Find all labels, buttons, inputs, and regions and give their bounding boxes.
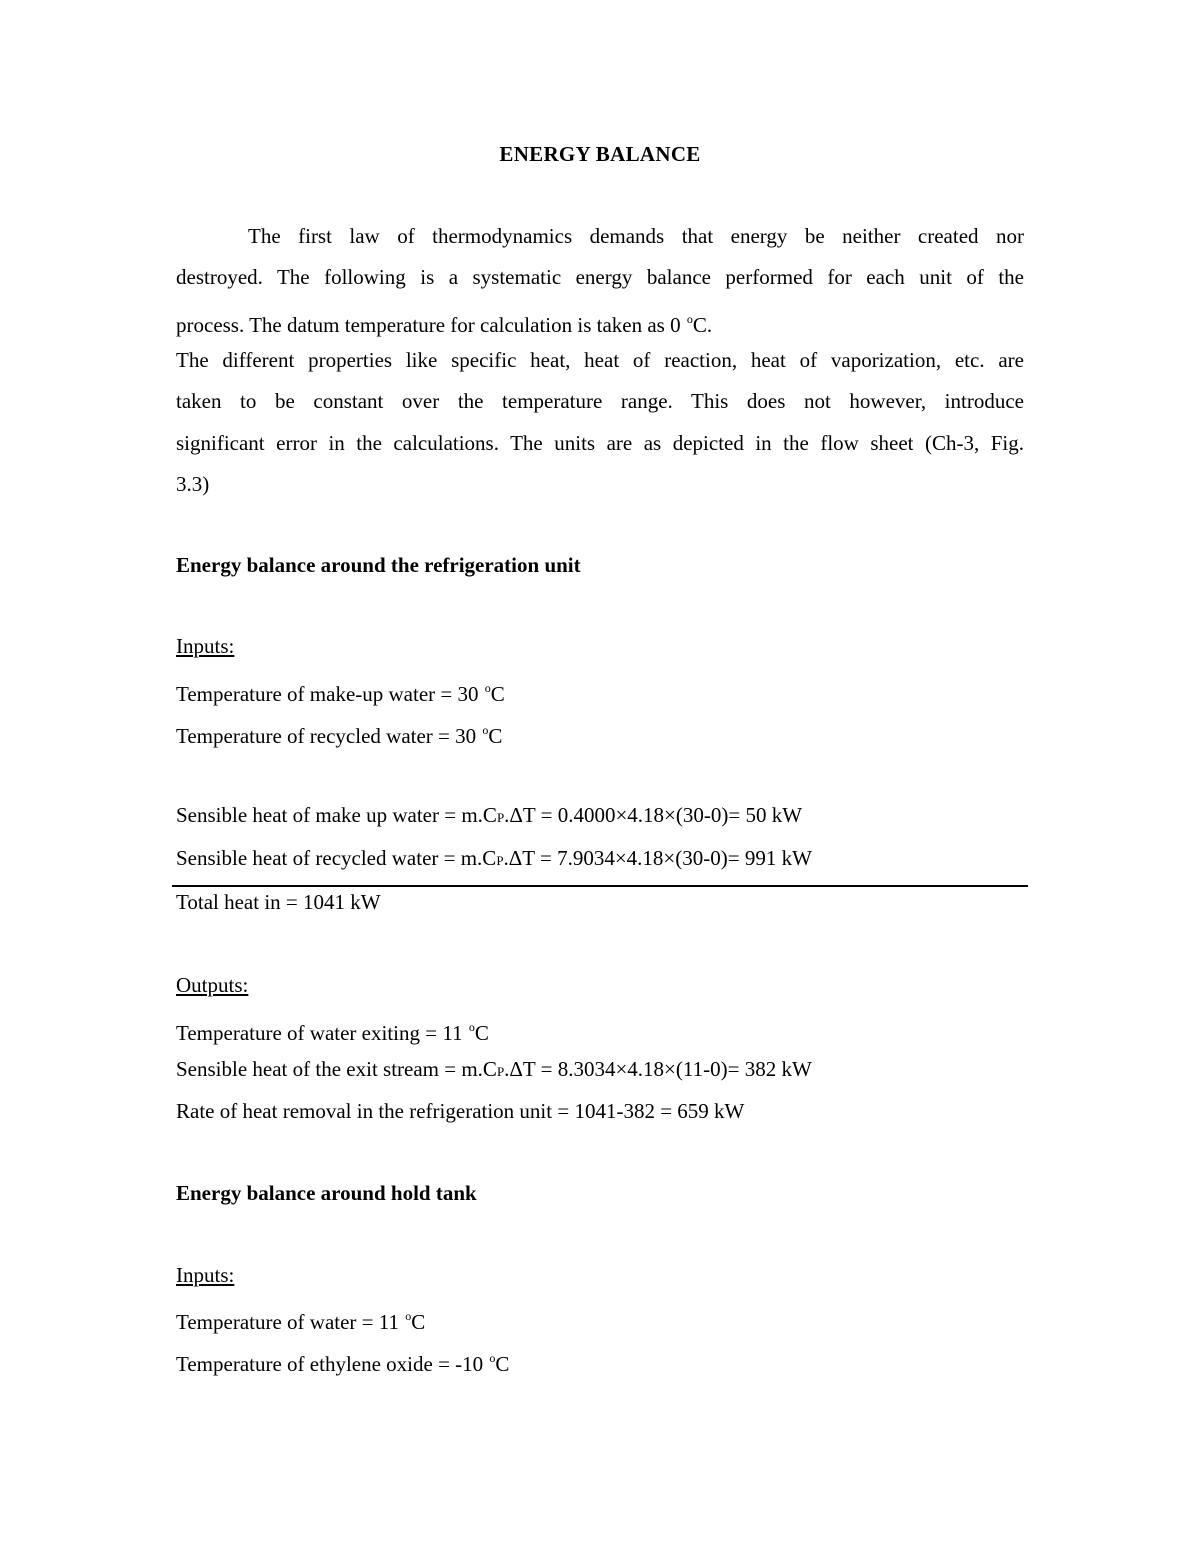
intro-paragraph-line: taken to be constant over the temperature range. This does not however, introduce: [176, 389, 1024, 413]
degree-mark: o: [686, 312, 693, 326]
degree-mark: o: [482, 723, 489, 737]
makeup-water-sensible-heat: [176, 802, 802, 831]
text-run: Temperature of ethylene oxide = -10: [176, 1352, 484, 1376]
intro-paragraph-line: The first law of thermodynamics demands that energy be neither created nor: [248, 224, 1024, 248]
text-run: .ΔT = 8.3034×4.18×(11-0)= 382 kW: [504, 1057, 812, 1081]
text-run: C: [488, 724, 503, 748]
text-run: C: [495, 1352, 510, 1376]
section-heading-hold-tank: Energy balance around hold tank: [176, 1181, 477, 1205]
intro-paragraph-line: significant error in the calculations. The units are as depicted in the flow sheet (Ch-3, Fig.: [176, 431, 1024, 455]
subscript: P: [496, 810, 505, 825]
inputs-label: Inputs:: [176, 634, 235, 658]
heat-removal-rate: Rate of heat removal in the refrigeration unit = 1041-382 = 659 kW: [176, 1099, 745, 1123]
total-heat-in: Total heat in = 1041 kW: [176, 890, 381, 914]
text-run: C: [411, 1310, 426, 1334]
text-run: Sensible heat of recycled water = m.C: [176, 846, 497, 870]
text-run: Sensible heat of the exit stream = m.C: [176, 1057, 497, 1081]
text-run: Temperature of water = 11: [176, 1310, 399, 1334]
text-run: C: [490, 682, 505, 706]
intro-paragraph-line: The different properties like specific heat, heat of reaction, heat of vaporization, etc. are: [176, 348, 1024, 372]
sum-divider-line: [172, 885, 1028, 887]
text-run: C.: [692, 313, 713, 337]
text-run: .ΔT = 7.9034×4.18×(30-0)= 991 kW: [503, 846, 812, 870]
recycled-water-sensible-heat: [176, 845, 812, 874]
text-run: Sensible heat of make up water = m.C: [176, 803, 497, 827]
text-run: process. The datum temperature for calculation is taken as 0: [176, 313, 681, 337]
text-run: C: [474, 1021, 489, 1045]
degree-mark: o: [405, 1309, 412, 1323]
intro-paragraph-line: destroyed. The following is a systematic energy balance performed for each unit of the: [176, 265, 1024, 289]
outputs-label: Outputs:: [176, 973, 249, 997]
intro-paragraph-line: [176, 306, 712, 338]
text-run: Temperature of recycled water = 30: [176, 724, 477, 748]
exit-water-temperature: [176, 1014, 489, 1046]
text-run: .ΔT = 0.4000×4.18×(30-0)= 50 kW: [504, 803, 803, 827]
intro-paragraph-line: 3.3): [176, 472, 210, 496]
makeup-water-temperature: [176, 675, 505, 707]
degree-mark: o: [489, 1351, 496, 1365]
recycled-water-temperature: [176, 717, 502, 749]
exit-stream-sensible-heat: [176, 1056, 812, 1085]
page-title: ENERGY BALANCE: [499, 142, 701, 166]
inputs-label: Inputs:: [176, 1263, 235, 1287]
text-run: Temperature of make-up water = 30: [176, 682, 479, 706]
degree-mark: o: [468, 1020, 475, 1034]
degree-mark: o: [484, 681, 491, 695]
text-run: Temperature of water exiting = 11: [176, 1021, 463, 1045]
subscript: P: [496, 1064, 505, 1079]
water-temperature: [176, 1303, 425, 1335]
subscript: P: [496, 853, 504, 868]
ethylene-oxide-temperature: [176, 1345, 509, 1377]
section-heading-refrigeration: Energy balance around the refrigeration unit: [176, 553, 581, 577]
